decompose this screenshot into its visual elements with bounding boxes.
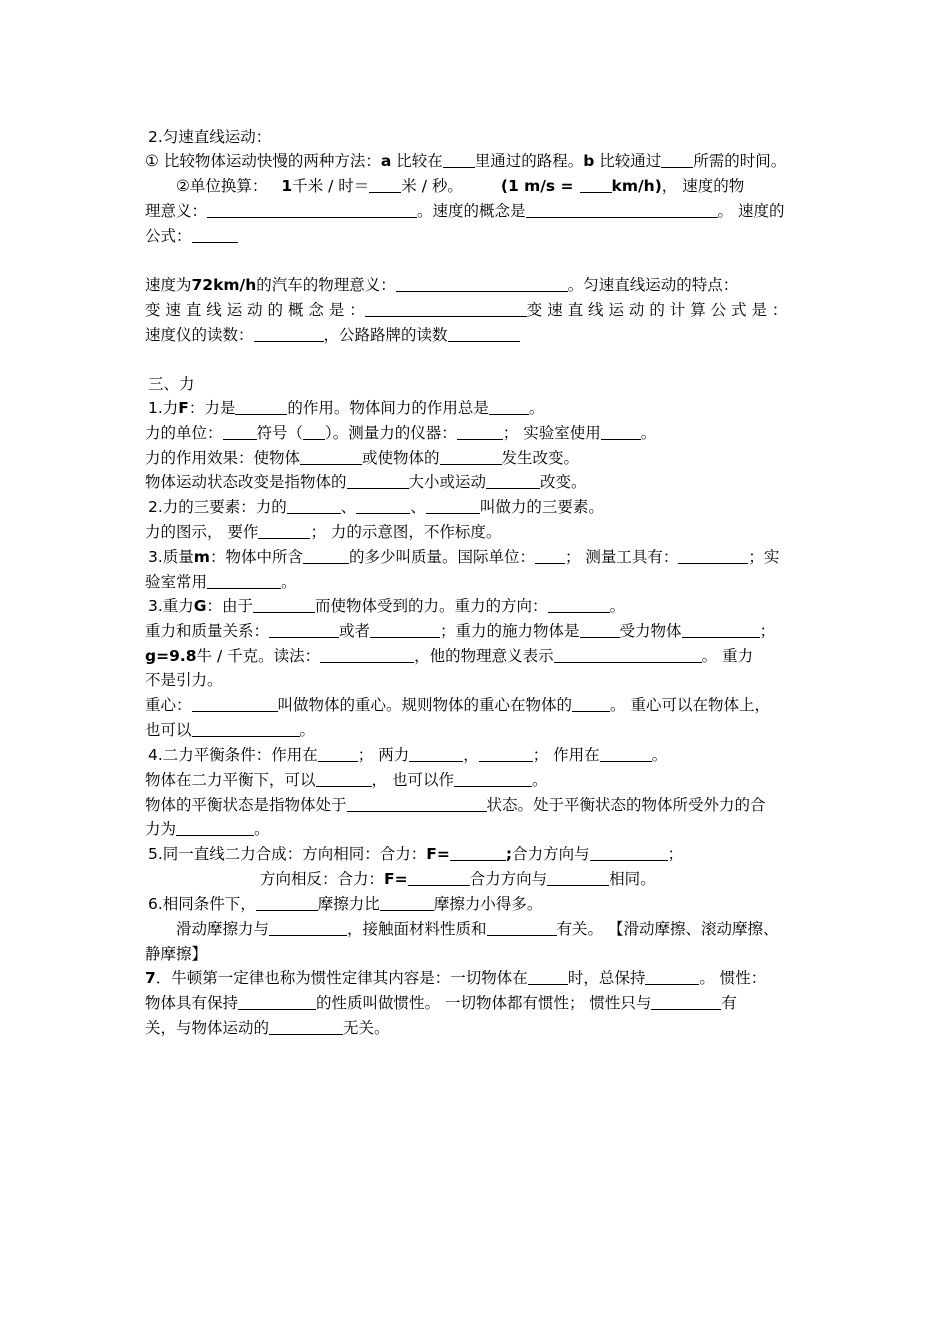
speed-compare-line: ① 比较物体运动快慢的两种方法：a 比较在 里通过的路程。b 比较通过 所需的时间。 xyxy=(145,152,787,170)
blank[interactable] xyxy=(487,919,557,936)
not-attraction-line: 不是引力。 xyxy=(145,671,223,689)
blank[interactable] xyxy=(235,398,287,415)
blank[interactable] xyxy=(601,423,641,440)
blank[interactable] xyxy=(572,695,610,712)
blank[interactable] xyxy=(526,201,718,218)
blank[interactable] xyxy=(192,695,278,712)
force-composition-opposite-line: 方向相反：合力：F= 合力方向与 相同。 xyxy=(260,870,656,888)
blank[interactable] xyxy=(238,993,316,1010)
blank[interactable] xyxy=(443,151,475,168)
blank[interactable] xyxy=(479,745,533,762)
section-3-heading: 三、力 xyxy=(148,375,195,393)
sliding-friction-line: 滑动摩擦力与 ，接触面材料性质和 有关。 【滑动摩擦、滚动摩擦、 xyxy=(176,920,779,938)
gravity-line: 3.重力G：由于 而使物体受到的力。重力的方向： 。 xyxy=(148,597,626,615)
static-friction-line: 静摩擦】 xyxy=(145,945,208,963)
blank[interactable] xyxy=(176,819,254,836)
newton-law-line: 7．牛顿第一定律也称为惯性定律其内容是：一切物体在 时，总保持 。 惯性： xyxy=(145,969,767,987)
center-of-gravity-line-2: 也可以 。 xyxy=(145,721,316,739)
blank[interactable] xyxy=(528,968,568,985)
blank[interactable] xyxy=(356,497,410,514)
inertia-line-2: 关，与物体运动的 无关。 xyxy=(145,1019,390,1037)
blank[interactable] xyxy=(269,621,339,638)
blank[interactable] xyxy=(370,621,440,638)
force-definition-line: 1.力F：力是 的作用。物体间力的作用总是 。 xyxy=(148,399,545,417)
blank[interactable] xyxy=(580,176,612,193)
blank[interactable] xyxy=(365,300,527,317)
blank[interactable] xyxy=(661,151,693,168)
blank[interactable] xyxy=(258,522,310,539)
blank[interactable] xyxy=(450,844,506,861)
blank[interactable] xyxy=(600,745,652,762)
blank[interactable] xyxy=(253,596,315,613)
blank[interactable] xyxy=(448,325,520,342)
blank[interactable] xyxy=(489,398,529,415)
speed-formula-line: 公式： xyxy=(145,224,815,248)
blank[interactable] xyxy=(380,894,434,911)
speed-meaning-line: 理意义： 。速度的概念是 。 速度的 xyxy=(145,202,785,220)
blank[interactable] xyxy=(320,646,414,663)
net-force-line: 力为 。 xyxy=(145,820,270,838)
gravity-mass-line: 重力和质量关系： 或者 ；重力的施力物体是 受力物体 ； xyxy=(145,622,776,640)
unit-conversion-line: ②单位换算： 1千米 / 时＝ 米 / 秒。 (1 m/s = km/h)， 速度的物 xyxy=(176,177,745,195)
speed-72-line: 速度为72km/h的汽车的物理意义： 。匀速直线运动的特点： xyxy=(145,276,739,294)
blank[interactable] xyxy=(254,325,324,342)
force-unit-line: 力的单位： 符号（ ）。测量力的仪器： ； 实验室使用 。 xyxy=(145,424,657,442)
blank[interactable] xyxy=(347,795,487,812)
inertia-line: 物体具有保持 的性质叫做惯性。 一切物体都有惯性； 惯性只与 有 xyxy=(145,994,737,1012)
blank[interactable] xyxy=(678,547,748,564)
blank[interactable] xyxy=(303,423,325,440)
blank[interactable] xyxy=(256,894,318,911)
blank[interactable] xyxy=(454,770,532,787)
blank[interactable] xyxy=(347,472,409,489)
blank[interactable] xyxy=(554,646,702,663)
section-2-title: 2.匀速直线运动： xyxy=(148,128,272,146)
blank[interactable] xyxy=(548,596,610,613)
blank[interactable] xyxy=(440,448,502,465)
three-elements-line: 2.力的三要素：力的 、 、 叫做力的三要素。 xyxy=(148,498,604,516)
blank[interactable] xyxy=(316,770,372,787)
mass-lab-line: 验室常用 。 xyxy=(145,573,297,591)
blank[interactable] xyxy=(426,497,480,514)
blank[interactable] xyxy=(645,968,699,985)
blank[interactable] xyxy=(535,547,565,564)
speedometer-line: 速度仪的读数： ，公路路牌的读数 xyxy=(145,323,815,347)
blank[interactable] xyxy=(682,621,760,638)
blank[interactable] xyxy=(409,745,463,762)
motion-state-line: 物体运动状态改变是指物体的 大小或运动 改变。 xyxy=(145,473,587,491)
force-diagram-line: 力的图示， 要作 ； 力的示意图，不作标度。 xyxy=(145,523,502,541)
blank[interactable] xyxy=(300,448,362,465)
blank[interactable] xyxy=(408,869,470,886)
blank[interactable] xyxy=(207,572,281,589)
blank[interactable] xyxy=(269,1018,343,1035)
variable-motion-line: 变 速 直 线 运 动 的 概 念 是 ： 变 速 直 线 运 动 的 计 算 公 式 是 ： xyxy=(145,301,788,319)
force-composition-same-line: 5.同一直线二力合成：方向相同：合力：F= ;合力方向与 ； xyxy=(148,845,684,863)
blank[interactable] xyxy=(457,423,503,440)
blank[interactable] xyxy=(369,176,401,193)
equilibrium-conditions-line: 4.二力平衡条件：作用在 ； 两力 ， ； 作用在 。 xyxy=(148,746,668,764)
blank[interactable] xyxy=(396,275,568,292)
center-of-gravity-line: 重心： 叫做物体的重心。规则物体的重心在物体的 。 重心可以在物体上， xyxy=(145,696,770,714)
blank[interactable] xyxy=(269,919,347,936)
blank[interactable] xyxy=(303,547,349,564)
blank[interactable] xyxy=(580,621,620,638)
blank[interactable] xyxy=(486,472,540,489)
blank[interactable] xyxy=(547,869,609,886)
force-effect-line: 力的作用效果：使物体 或使物体的 发生改变。 xyxy=(145,449,580,467)
mass-line: 3.质量m：物体中所含 的多少叫质量。国际单位： ； 测量工具有： ；实 xyxy=(148,548,780,566)
equilibrium-state-line: 物体的平衡状态是指物体处于 状态。处于平衡状态的物体所受外力的合 xyxy=(145,796,766,814)
blank[interactable] xyxy=(287,497,341,514)
equilibrium-motion-line: 物体在二力平衡下，可以 ， 也可以作 。 xyxy=(145,771,548,789)
friction-line: 6.相同条件下， 摩擦力比 摩擦力小得多。 xyxy=(148,895,543,913)
blank[interactable] xyxy=(590,844,668,861)
blank[interactable] xyxy=(651,993,721,1010)
blank[interactable] xyxy=(192,720,300,737)
blank[interactable] xyxy=(223,423,257,440)
blank[interactable] xyxy=(318,745,358,762)
blank[interactable] xyxy=(207,201,417,218)
blank[interactable] xyxy=(192,226,238,243)
g-constant-line: g=9.8牛 / 千克。读法： ，他的物理意义表示 。 重力 xyxy=(145,647,754,665)
